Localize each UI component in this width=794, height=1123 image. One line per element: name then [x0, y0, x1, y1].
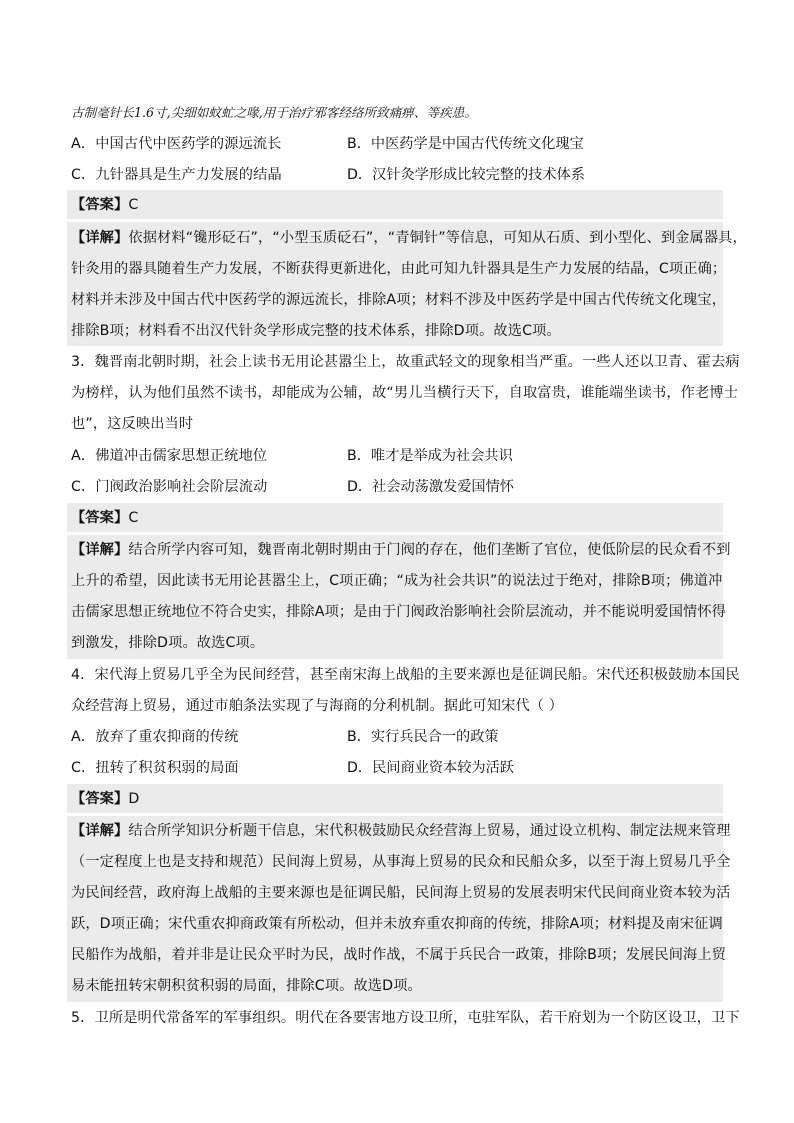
q3-detail-line-3: 击儒家思想正统地位不符合史实，排除A项；是由于门阀政治影响社会阶层流动，并不能说明爱国情怀得	[71, 604, 727, 620]
q3-detail-line-2: 上升的希望，因此读书无用论甚嚣尘上，C项正确；“成为社会共识”的说法过于绝对，排除B项；佛道冲	[71, 573, 723, 589]
q3-stem-line-1: 3．魏晋南北朝时期，社会上读书无用论甚嚣尘上，故重武轻文的现象相当严重。一些人还以卫青、霍去病	[71, 354, 740, 370]
q3-option-d: D．社会动荡激发爱国情怀	[347, 479, 514, 495]
q4-option-b: B．实行兵民合一的政策	[347, 729, 499, 745]
q3-stem-line-3: 也”，这反映出当时	[71, 416, 194, 432]
q4-detail-band	[67, 816, 723, 1002]
q2-detail-line-1: 【详解】依据材料“镵形砭石”，“小型玉质砭石”，“青铜针”等信息，可知从石质、到小型化、到金属器具，	[71, 230, 747, 246]
q2-answer: 【答案】C	[71, 197, 139, 213]
q2-detail-line-2: 针灸用的器具随着生产力发展，不断获得更新进化，由此可知九针器具是生产力发展的结晶，C项正确；	[71, 261, 727, 277]
q4-detail-line-4: 跃，D项正确；宋代重农抑商政策有所松动，但并未放弃重农抑商的传统，排除A项；材料提及南宋征调	[71, 916, 723, 932]
q3-stem-line-2: 为榜样，认为他们虽然不读书，却能成为公辅，故“男儿当横行天下，自取富贵，谁能端坐读书，作老博士	[71, 385, 739, 401]
q3-answer-band	[67, 503, 723, 532]
q3-option-c: C．门阀政治影响社会阶层流动	[71, 479, 268, 495]
q3-detail-line-1: 【详解】结合所学内容可知，魏晋南北朝时期由于门阀的存在，他们垄断了官位，使低阶层的民众看不到	[71, 542, 731, 558]
q2-option-b: B．中医药学是中国古代传统文化瑰宝	[347, 136, 584, 152]
q2-option-a: A．中国古代中医药学的源远流长	[71, 136, 282, 152]
q4-option-a: A．放弃了重农抑商的传统	[71, 729, 239, 745]
q4-detail-line-5: 民船作为战船，着并非是让民众平时为民，战时作战，不属于兵民合一政策，排除B项；发展民间海上贸	[71, 947, 727, 963]
q2-detail-line-3: 材料并未涉及中国古代中医药学的源远流长，排除A项；材料不涉及中医药学是中国古代传统文化瑰宝，	[71, 292, 727, 308]
q3-detail-line-4: 到激发，排除D项。故选C项。	[71, 635, 265, 651]
q2-option-d: D．汉针灸学形成比较完整的技术体系	[347, 167, 585, 183]
q4-detail-line-1: 【详解】结合所学知识分析题干信息，宋代积极鼓励民众经营海上贸易，通过设立机构、制定法规来管理	[71, 823, 731, 839]
q3-answer: 【答案】C	[71, 510, 139, 526]
q3-option-b: B．唯才是举成为社会共识	[347, 448, 513, 464]
q2-detail-line-4: 排除B项；材料看不出汉代针灸学形成完整的技术体系，排除D项。故选C项。	[71, 323, 561, 339]
q4-answer-band	[67, 784, 723, 813]
q5-stem-line-1: 5．卫所是明代常备军的军事组织。明代在各要害地方设卫所，屯驻军队，若干府划为一个防区设卫，卫下	[71, 1010, 740, 1026]
q2-option-c: C．九针器具是生产力发展的结晶	[71, 167, 282, 183]
q2-material-tail: 古制毫针长1.6寸,尖细如蚊虻之喙,用于治疗邪客经络所致痛痹、等疾患。	[71, 105, 477, 120]
q3-option-a: A．佛道冲击儒家思想正统地位	[71, 448, 268, 464]
q4-detail-line-6: 易未能扭转宋朝积贫积弱的局面，排除C项。故选D项。	[71, 978, 422, 994]
q2-answer-band	[67, 190, 723, 219]
q4-detail-line-3: 为民间经营，政府海上战船的主要来源也是征调民船，民间海上贸易的发展表明宋代民间商业资本较为活	[71, 885, 731, 901]
q4-detail-line-2: （一定程度上也是支持和规范）民间海上贸易，从事海上贸易的民众和民船众多，以至于海上贸易几乎全	[71, 854, 731, 870]
q4-option-c: C．扭转了积贫积弱的局面	[71, 760, 239, 776]
q4-stem-line-2: 众经营海上贸易，通过市舶条法实现了与海商的分利机制。据此可知宋代（ ）	[71, 698, 564, 714]
q4-answer: 【答案】D	[71, 791, 140, 807]
q4-stem-line-1: 4．宋代海上贸易几乎全为民间经营，甚至南宋海上战船的主要来源也是征调民船。宋代还积极鼓励本国民	[71, 667, 740, 683]
q4-option-d: D．民间商业资本较为活跃	[347, 760, 514, 776]
